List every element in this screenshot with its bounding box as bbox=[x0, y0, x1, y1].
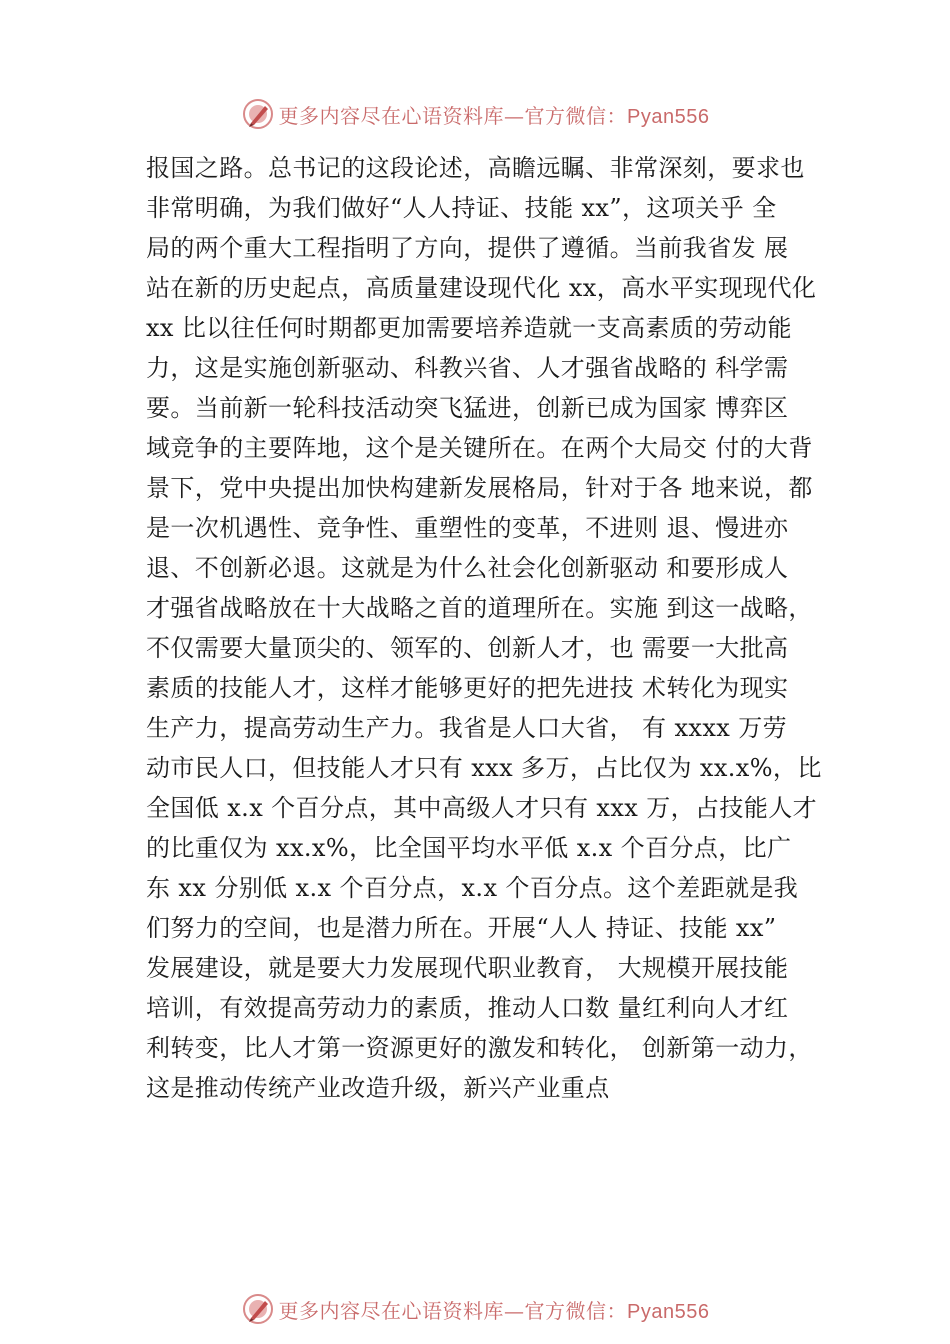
watermark-text bbox=[279, 100, 710, 129]
paragraph-line: 的比重仅为 xx.x%，比全国平均水平低 x.x 个百分点，比广 bbox=[146, 834, 792, 862]
paragraph-line: 才强省战略放在十大战略之首的道理所在。实施 到这一战略， bbox=[146, 594, 813, 622]
paragraph-line: 培训，有效提高劳动力的素质，推动人口数 量红利向人才红 bbox=[146, 994, 789, 1022]
paragraph-line: 非常明确，为我们做好“人人持证、技能 xx”，这项关乎 全 bbox=[146, 194, 777, 222]
paragraph-line: 力，这是实施创新驱动、科教兴省、人才强省战略的 科学需 bbox=[146, 354, 789, 382]
paragraph-line: 要。当前新一轮科技活动突飞猛进，创新已成为国家 博弈区 bbox=[146, 394, 789, 422]
paragraph-line: 发展建设，就是要大力发展现代职业教育， 大规模开展技能 bbox=[146, 954, 789, 982]
paragraph-line: 局的两个重大工程指明了方向，提供了遵循。当前我省发 展 bbox=[146, 234, 789, 262]
watermark-wechat-id: Pyan556 bbox=[627, 105, 710, 128]
pen-seal-icon bbox=[241, 97, 275, 131]
watermark-text-cn: 更多内容尽在心语资料库—官方微信： bbox=[278, 103, 628, 128]
paragraph-line: 是一次机遇性、竞争性、重塑性的变革，不进则 退、慢进亦 bbox=[146, 514, 789, 542]
paragraph-line: 动市民人口，但技能人才只有 xxx 多万，占比仅为 xx.x%，比 bbox=[146, 754, 822, 782]
paragraph-line: 站在新的历史起点，高质量建设现代化 xx，高水平实现现代化 bbox=[146, 274, 817, 302]
pen-seal-icon bbox=[241, 1292, 275, 1326]
paragraph-line: 素质的技能人才，这样才能够更好的把先进技 术转化为现实 bbox=[146, 674, 789, 702]
paragraph-line: 们努力的空间，也是潜力所在。开展“人人 持证、技能 xx” bbox=[146, 914, 777, 942]
watermark-text bbox=[279, 1295, 710, 1324]
paragraph-line: xx 比以往任何时期都更加需要培养造就一支高素质的劳动能 bbox=[146, 314, 792, 342]
paragraph-line: 东 xx 分别低 x.x 个百分点，x.x 个百分点。这个差距就是我 bbox=[146, 874, 799, 902]
paragraph-line: 景下，党中央提出加快构建新发展格局，针对于各 地来说，都 bbox=[146, 474, 813, 502]
watermark-text-cn: 更多内容尽在心语资料库—官方微信： bbox=[278, 1298, 628, 1323]
paragraph-line: 报国之路。总书记的这段论述，高瞻远瞩、非常深刻，要求也 bbox=[146, 154, 805, 182]
watermark-wechat-id: Pyan556 bbox=[627, 1300, 710, 1323]
paragraph-line: 这是推动传统产业改造升级，新兴产业重点 bbox=[146, 1074, 610, 1102]
paragraph-line: 不仅需要大量顶尖的、领军的、创新人才，也 需要一大批高 bbox=[146, 634, 789, 662]
paragraph-line: 生产力，提高劳动生产力。我省是人口大省， 有 xxxx 万劳 bbox=[146, 714, 788, 742]
paragraph-line: 域竞争的主要阵地，这个是关键所在。在两个大局交 付的大背 bbox=[146, 434, 813, 462]
footer-watermark bbox=[0, 1289, 950, 1329]
paragraph-line: 全国低 x.x 个百分点，其中高级人才只有 xxx 万，占技能人才 bbox=[146, 794, 818, 822]
paragraph-line: 退、不创新必退。这就是为什么社会化创新驱动 和要形成人 bbox=[146, 554, 789, 582]
paragraph-line: 利转变，比人才第一资源更好的激发和转化， 创新第一动力， bbox=[146, 1034, 813, 1062]
header-watermark bbox=[0, 94, 950, 134]
document-body bbox=[146, 148, 836, 1108]
